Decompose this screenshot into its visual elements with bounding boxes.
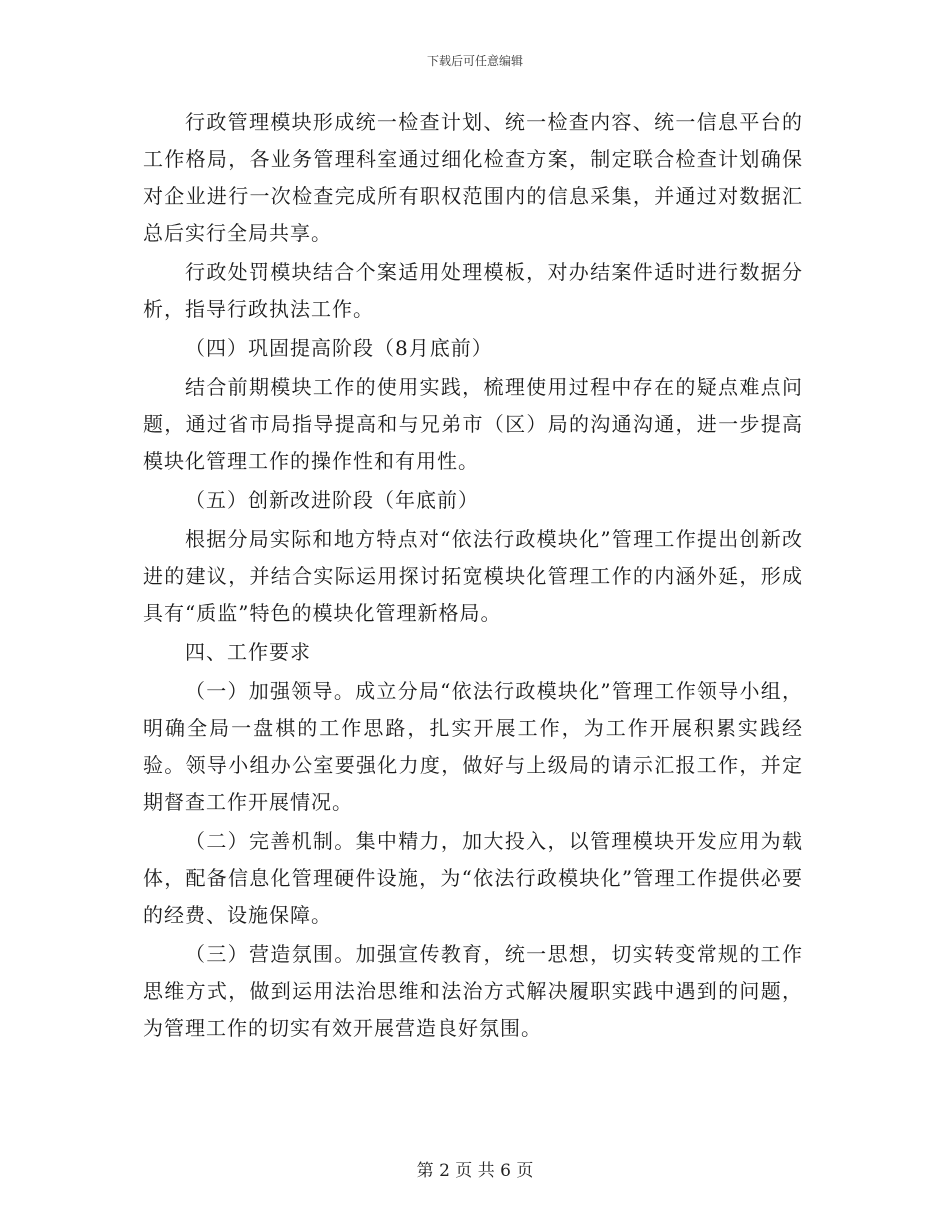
paragraph-admin-management: 行政管理模块形成统一检查计划、统一检查内容、统一信息平台的工作格局，各业务管理科室通过细化检查方案，制定联合检查计划确保对企业进行一次检查完成所有职权范围内的信息采集，并通过对数据汇总后实行全局共享。 [143, 110, 803, 245]
heading-phase-innovate: （五）创新改进阶段（年底前） [185, 488, 479, 512]
paragraph-strengthen-leadership: （一）加强领导。成立分局“依法行政模块化”管理工作领导小组，明确全局一盘棋的工作思路，扎实开展工作，为工作开展积累实践经验。领导小组办公室要强化力度，做好与上级局的请示汇报工作，并定期督查工作开展情况。 [143, 679, 803, 814]
paragraph-improve-mechanism: （二）完善机制。集中精力，加大投入，以管理模块开发应用为载体，配备信息化管理硬件设施，为“依法行政模块化”管理工作提供必要的经费、设施保障。 [143, 829, 803, 927]
paragraph-create-atmosphere: （三）营造氛围。加强宣传教育，统一思想，切实转变常规的工作思维方式，做到运用法治思维和法治方式解决履职实践中遇到的问题，为管理工作的切实有效开展营造良好氛围。 [143, 942, 803, 1040]
paragraph-admin-penalty: 行政处罚模块结合个案适用处理模板，对办结案件适时进行数据分析，指导行政执法工作。 [143, 260, 803, 321]
heading-work-requirements: 四、工作要求 [185, 640, 311, 664]
page-header-note: 下载后可任意编辑 [426, 54, 523, 68]
paragraph-phase-consolidate: 结合前期模块工作的使用实践，梳理使用过程中存在的疑点难点问题，通过省市局指导提高和与兄弟市（区）局的沟通沟通，进一步提高模块化管理工作的操作性和有用性。 [143, 375, 803, 473]
heading-phase-consolidate: （四）巩固提高阶段（8月底前） [185, 336, 493, 360]
document-body [143, 104, 803, 1049]
paragraph-phase-innovate: 根据分局实际和地方特点对“依法行政模块化”管理工作提出创新改进的建议，并结合实际运用探讨拓宽模块化管理工作的内涵外延，形成具有“质监”特色的模块化管理新格局。 [143, 527, 803, 625]
page-number-footer: 第 2 页 共 6 页 [416, 1161, 534, 1181]
